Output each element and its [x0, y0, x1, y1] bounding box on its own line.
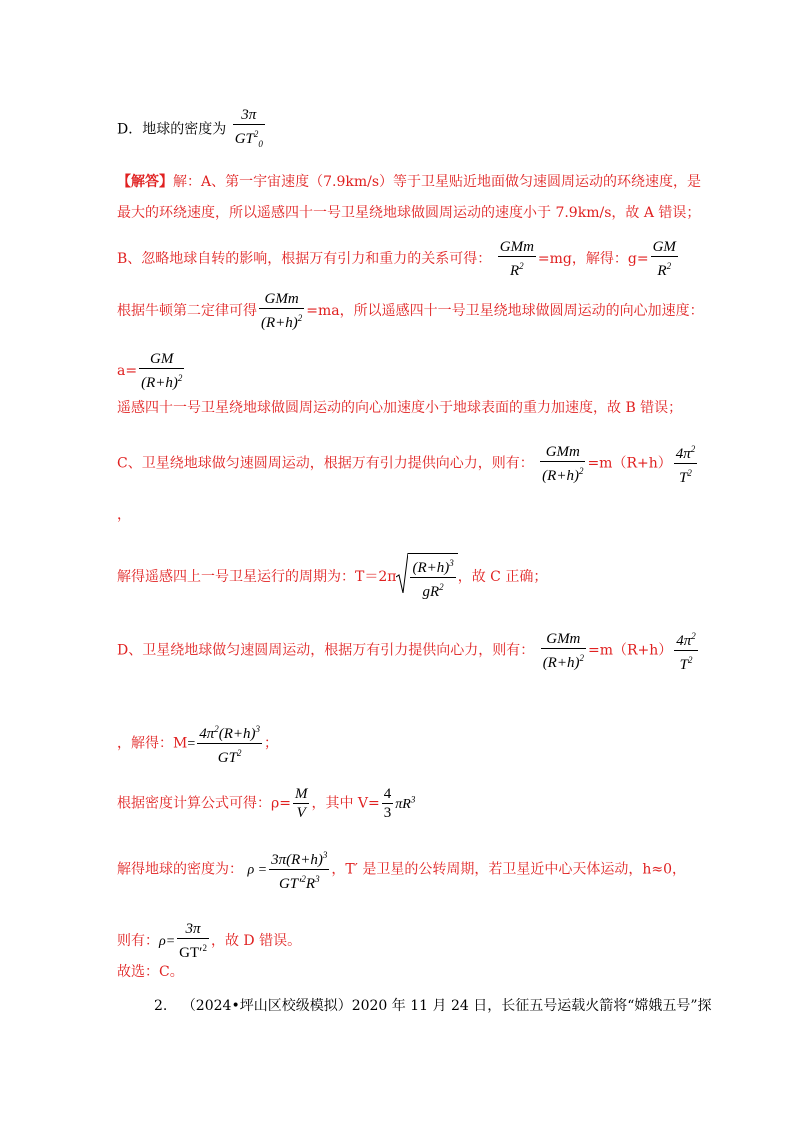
solution-line-2: 最大的环绕速度，所以遥感四十一号卫星绕地球做圆周运动的速度小于 7.9km/s，故 A 错误；: [117, 205, 701, 221]
c-4pi2-over-t2: $\frac{4\pi^2}{T^2}$: [674, 440, 698, 487]
rho-fraction: $\frac{3\pi(R+h)^3}{GT'^2R^3}$: [269, 846, 329, 893]
density-denominator: $GT^2_0$: [234, 129, 263, 149]
gm-over-r2: $\frac{GM}{R^2}$: [652, 239, 676, 279]
solution-line-newton: 根据牛顿第二定律可得 $\frac{\text{GMm}}{(R+h)^2}$ =ma，所以遥感四十一号卫星绕地球做圆周运动的向心加速度：: [117, 291, 704, 331]
solution-answer: 故选：C。: [117, 964, 184, 980]
option-d-label: D．地球的密度为: [117, 121, 227, 138]
density-fraction: $\frac{3\pi}{GT^2_0}$: [233, 106, 265, 153]
gmm-over-r2: $\frac{\text{GMm}}{R^2}$: [499, 239, 534, 279]
sqrt-expression: $\frac{(R+h)^3}{gR^2}$: [396, 553, 457, 601]
gm-over-rh2: $\frac{GM}{(R+h)^2}$: [141, 351, 183, 391]
solution-line-d: D、卫星绕地球做匀速圆周运动，根据万有引力提供向心力，则有： $\frac{\text{GMm}}{(R+h)^2}$ =m（R+h） $\frac{4\pi^2}{T^2}$: [117, 627, 700, 674]
m-over-v: $\frac{M}{V}$: [294, 786, 308, 821]
solution-line-then: 则有：ρ= $\frac{3\pi}{GT'^2}$ ，故 D 错误。: [117, 921, 302, 961]
solution-line-1: 【解答】解：A、第一宇宙速度（7.9km/s）等于卫星贴近地面做匀速圆周运动的环绕速度，是: [117, 174, 702, 190]
d-4pi2-over-t2: $\frac{4\pi^2}{T^2}$: [674, 627, 698, 674]
solution-line-period: 解得遥感四上一号卫星运行的周期为：T＝2π $\frac{(R+h)^3}{gR^2}$ ，故 C 正确；: [117, 553, 547, 601]
gmm-over-rh2: $\frac{\text{GMm}}{(R+h)^2}$: [261, 291, 303, 331]
solution-line-density-result: 解得地球的密度为： ρ = $\frac{3\pi(R+h)^3}{GT'^2R^3}$ ，T′ 是卫星的公转周期，若卫星近中心天体运动，h≈0，: [117, 846, 686, 893]
solution-line-accel: a= $\frac{GM}{(R+h)^2}$: [117, 351, 183, 391]
mass-fraction: $\frac{4\pi^2(R+h)^3}{GT^2}$: [197, 720, 262, 767]
c-gmm-over-rh2: $\frac{\text{GMm}}{(R+h)^2}$: [542, 443, 584, 484]
solution-line-c: C、卫星绕地球做匀速圆周运动，根据万有引力提供向心力，则有： $\frac{\text{GMm}}{(R+h)^2}$ =m（R+h） $\frac{4\pi^2}{T^2}$: [117, 440, 699, 487]
d-gmm-over-rh2: $\frac{\text{GMm}}{(R+h)^2}$: [542, 630, 584, 671]
question-number: 2.: [154, 998, 168, 1014]
rho2-fraction: $\frac{3\pi}{GT'^2}$: [179, 921, 207, 961]
solution-line-mass: ，解得：M= $\frac{4\pi^2(R+h)^3}{GT^2}$ ；: [117, 720, 278, 767]
option-d: [117, 106, 267, 153]
solution-line-b: B、忽略地球自转的影响，根据万有引力和重力的关系可得： $\frac{\text{GMm}}{R^2}$ =mg，解得：g= $\frac{GM}{R^2}$: [117, 239, 676, 279]
question-text: （2024•坪山区校级模拟）2020 年 11 月 24 日，长征五号运载火箭将“嫦娥五号”探: [181, 998, 712, 1014]
solution-tag: 【解答】: [117, 174, 173, 190]
four-thirds: $\frac{4}{3}$: [383, 786, 392, 821]
sqrt-radical-icon: [396, 553, 408, 593]
next-question: [154, 996, 712, 1016]
solution-line-density-formula: 根据密度计算公式可得：ρ= $\frac{M}{V}$ ，其中 V= $\frac{4}{3}$ $\pi R^3$: [117, 786, 416, 821]
solution-line-comma: ，: [117, 507, 131, 523]
solution-line-b-conclusion: 遥感四十一号卫星绕地球做圆周运动的向心加速度小于地球表面的重力加速度，故 B 错误；: [117, 400, 683, 416]
